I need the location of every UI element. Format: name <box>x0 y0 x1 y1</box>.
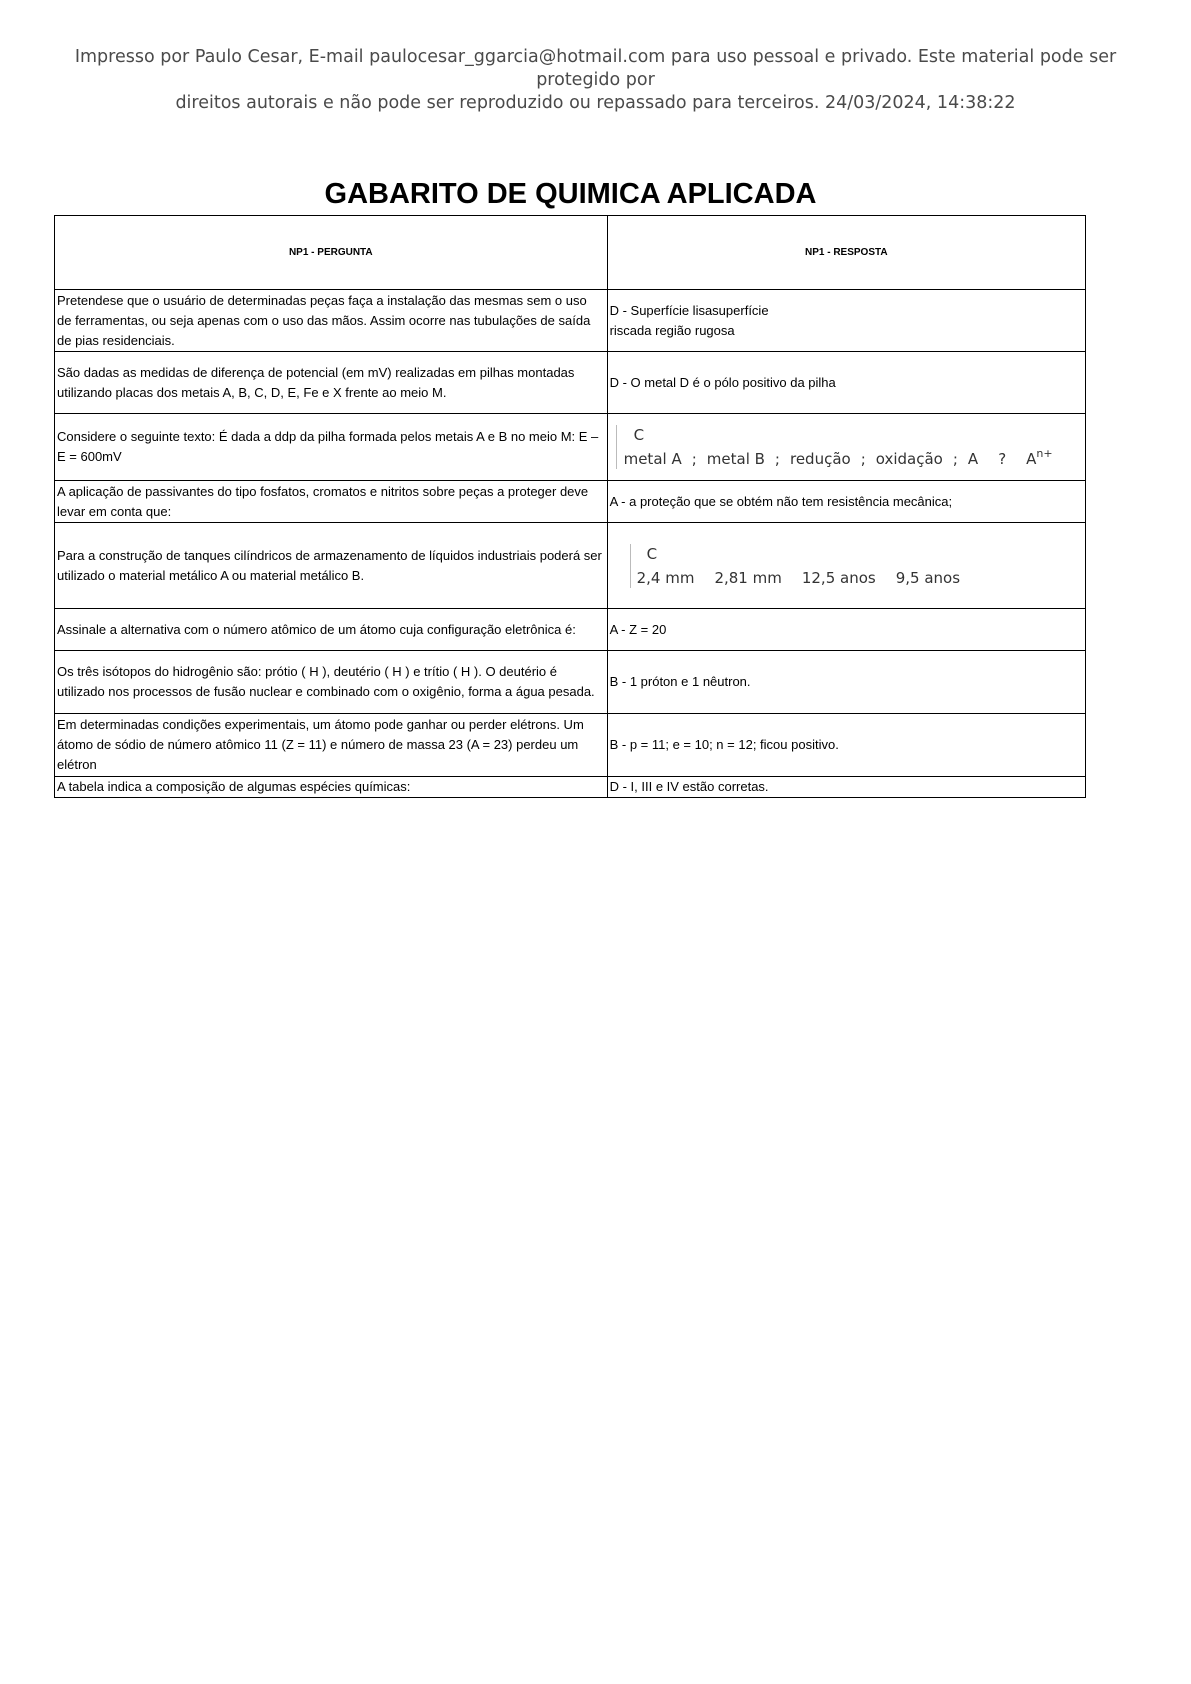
answer-term: 9,5 anos <box>895 568 961 587</box>
table-row <box>55 290 1086 352</box>
answer-term: 2,4 mm <box>636 568 695 587</box>
answer-term: ; <box>952 450 958 468</box>
answer-term: metal A <box>623 450 682 468</box>
table-row <box>55 352 1086 414</box>
answer-cell <box>607 523 1085 609</box>
answer-letter: C <box>646 544 658 563</box>
table-row <box>55 777 1086 798</box>
header-question: NP1 - PERGUNTA <box>55 216 608 290</box>
question-cell: Em determinadas condições experimentais, um átomo pode ganhar ou perder elétrons. Um átomo de sódio de número atômico 11 (Z = 11) e número de massa 23 (A = 23) perdeu um elétron <box>55 714 608 777</box>
watermark-notice <box>40 46 1151 115</box>
answer-cell: B - p = 11; e = 10; n = 12; ficou positivo. <box>607 714 1085 777</box>
answer-cell <box>607 414 1085 481</box>
answer-cell: D - I, III e IV estão corretas. <box>607 777 1085 798</box>
watermark-line-2: direitos autorais e não pode ser reproduzido ou repassado para terceiros. 24/03/2024, 14:38:22 <box>175 93 1016 113</box>
answer-cell: A - Z = 20 <box>607 609 1085 651</box>
question-cell: A tabela indica a composição de algumas espécies químicas: <box>55 777 608 798</box>
answer-image-text <box>610 423 1083 471</box>
answer-term: 2,81 mm <box>714 568 782 587</box>
table-row <box>55 609 1086 651</box>
question-cell: Os três isótopos do hidrogênio são: prótio ( H ), deutério ( H ) e trítio ( H ). O deutério é utilizado nos processos de fusão nuclear e combinado com o oxigênio, forma a água pesada. <box>55 651 608 714</box>
question-cell: Para a construção de tanques cilíndricos de armazenamento de líquidos industriais poderá ser utilizado o material metálico A ou material metálico B. <box>55 523 608 609</box>
answer-term: 12,5 anos <box>801 568 876 587</box>
answer-term: metal B <box>706 450 765 468</box>
answer-line: D - Superfície lisasuperfície <box>609 302 769 318</box>
header-answer: NP1 - RESPOSTA <box>607 216 1085 290</box>
answer-cell <box>607 290 1085 352</box>
answer-terms <box>610 566 1083 590</box>
question-cell: A aplicação de passivantes do tipo fosfatos, cromatos e nitritos sobre peças a proteger deve levar em conta que: <box>55 481 608 523</box>
watermark-line-1: Impresso por Paulo Cesar, E-mail paulocesar_ggarcia@hotmail.com para uso pessoal e privado. Este material pode ser protegido por <box>74 47 1117 90</box>
table-row <box>55 481 1086 523</box>
answer-term: A <box>967 450 979 468</box>
answer-cell: D - O metal D é o pólo positivo da pilha <box>607 352 1085 414</box>
answer-term: redução <box>789 450 851 468</box>
table-row <box>55 651 1086 714</box>
page-title: GABARITO DE QUIMICA APLICADA <box>324 178 817 210</box>
answer-superscript: n+ <box>1036 447 1053 460</box>
answer-image-text <box>610 542 1083 590</box>
question-cell: Considere o seguinte texto: É dada a ddp da pilha formada pelos metais A e B no meio M: E – E = 600mV <box>55 414 608 481</box>
answer-terms <box>610 447 1083 471</box>
table-row <box>55 714 1086 777</box>
answer-term: ; <box>691 450 697 468</box>
image-divider <box>616 425 617 469</box>
table-row <box>55 414 1086 481</box>
answer-key-table <box>54 215 1086 798</box>
answer-letter: C <box>633 426 645 444</box>
answer-term: oxidação <box>875 450 943 468</box>
answer-term: A <box>1026 450 1037 468</box>
answer-term: ; <box>774 450 780 468</box>
question-cell: São dadas as medidas de diferença de potencial (em mV) realizadas em pilhas montadas utilizando placas dos metais A, B, C, D, E, Fe e X frente ao meio M. <box>55 352 608 414</box>
answer-line: riscada região rugosa <box>609 322 735 338</box>
answer-cell: B - 1 próton e 1 nêutron. <box>607 651 1085 714</box>
answer-term: ; <box>860 450 866 468</box>
table-row <box>55 523 1086 609</box>
question-cell: Pretendese que o usuário de determinadas peças faça a instalação das mesmas sem o uso de ferramentas, ou seja apenas com o uso das mãos. Assim ocorre nas tubulações de saída de pias residenciais. <box>55 290 608 352</box>
question-cell: Assinale a alternativa com o número atômico de um átomo cuja configuração eletrônica é: <box>55 609 608 651</box>
table-header-row <box>55 216 1086 290</box>
answer-cell: A - a proteção que se obtém não tem resistência mecânica; <box>607 481 1085 523</box>
answer-term: ? <box>998 450 1007 468</box>
image-divider <box>630 544 631 588</box>
